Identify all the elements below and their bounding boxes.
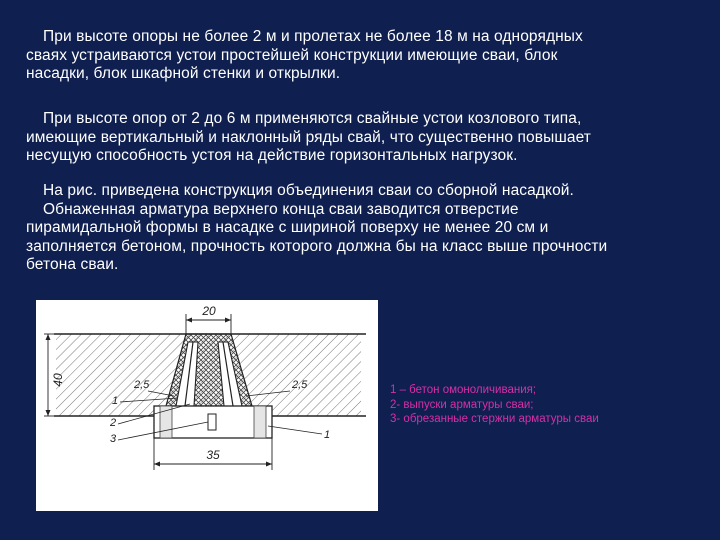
dim-right-gap-label: 2,5	[292, 379, 308, 391]
dim-bottom-label: 35	[206, 448, 220, 462]
pile-joint-drawing	[36, 300, 378, 511]
callout-2: 2	[110, 417, 117, 429]
dim-height-label: 40	[51, 373, 65, 387]
dim-top-label: 20	[202, 304, 216, 318]
callout-1-left: 1	[112, 395, 119, 407]
paragraph-2	[26, 110, 698, 166]
paragraph-line: Обнаженная арматура верхнего конца сваи заводится отверстие	[43, 200, 519, 218]
pile-body	[154, 406, 272, 438]
paragraph-line: несущую способность устоя на действие горизонтальных нагрузок.	[26, 147, 518, 164]
paragraph-3	[26, 182, 698, 275]
paragraph-line: На рис. приведена конструкция объединения сваи со сборной насадкой.	[43, 182, 574, 199]
figure-legend	[390, 383, 599, 427]
dim-left-gap-label: 2,5	[134, 379, 150, 391]
paragraph-1	[26, 28, 698, 84]
callout-3: 3	[110, 433, 117, 445]
paragraph-line: имеющие вертикальный и наклонный ряды свай, что существенно повышает	[26, 128, 591, 146]
paragraph-line: При высоте опор от 2 до 6 м применяются свайные устои козлового типа,	[43, 110, 582, 127]
callout-1-right: 1	[324, 429, 331, 441]
paragraph-line: пирамидальной формы в насадке с шириной поверху не менее 20 см и	[26, 219, 549, 236]
legend-item: 1 – бетон омоноличивания;	[390, 384, 537, 396]
paragraph-line: сваях устраиваются устои простейшей конструкции имеющие сваи, блок	[26, 46, 558, 64]
paragraph-line: При высоте опоры не более 2 м и пролетах не более 18 м на однорядных	[43, 28, 583, 45]
paragraph-line: насадки, блок шкафной стенки и открылки.	[26, 65, 341, 82]
legend-item: 3- обрезанные стержни арматуры сваи	[390, 413, 599, 425]
paragraph-line: заполняется бетоном, прочность которого должна бы на класс выше прочности	[26, 237, 608, 255]
paragraph-line: бетона сваи.	[26, 256, 119, 273]
legend-item: 2- выпуски арматуры сваи;	[390, 398, 534, 411]
